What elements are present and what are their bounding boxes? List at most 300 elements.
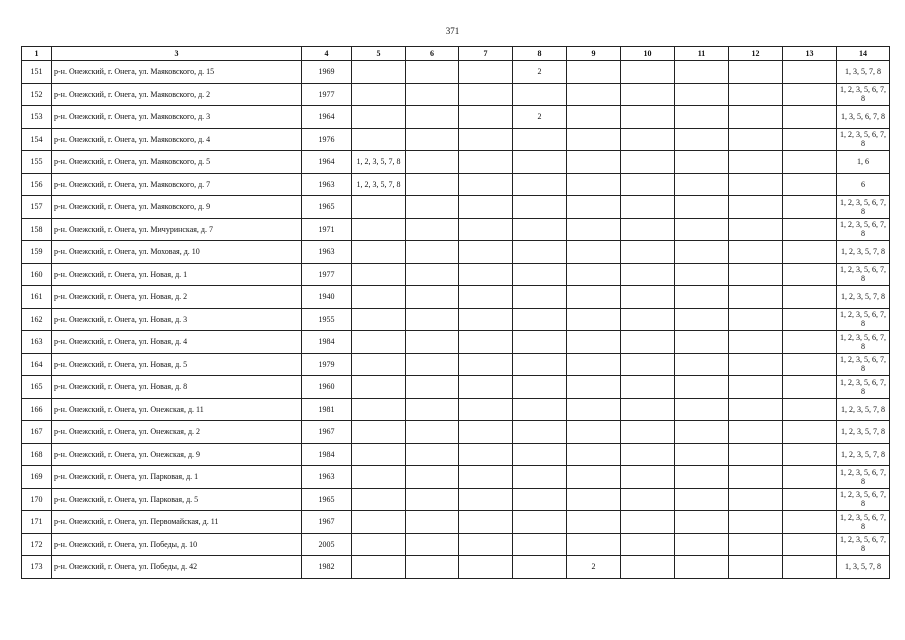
cell-col-12 bbox=[729, 353, 783, 376]
cell-col-12 bbox=[729, 61, 783, 84]
year-cell: 1963 bbox=[302, 173, 352, 196]
address-cell: р-н. Онежский, г. Онега, ул. Маяковского, д. 4 bbox=[52, 128, 302, 151]
table-row bbox=[22, 218, 890, 241]
cell-col-13 bbox=[783, 421, 837, 444]
address-cell: р-н. Онежский, г. Онега, ул. Первомайская, д. 11 bbox=[52, 511, 302, 534]
cell-col-13 bbox=[783, 151, 837, 174]
table-row bbox=[22, 196, 890, 219]
cell-col-10 bbox=[621, 398, 675, 421]
cell-col-9 bbox=[567, 308, 621, 331]
cell-col-7 bbox=[459, 533, 513, 556]
cell-col-11 bbox=[675, 556, 729, 579]
cell-col-10 bbox=[621, 106, 675, 129]
row-number: 173 bbox=[22, 556, 52, 579]
cell-col-5 bbox=[352, 286, 406, 309]
cell-col-7 bbox=[459, 196, 513, 219]
cell-col-8 bbox=[513, 421, 567, 444]
column-header: 4 bbox=[302, 47, 352, 61]
cell-col-11 bbox=[675, 511, 729, 534]
cell-col-7 bbox=[459, 511, 513, 534]
row-number: 152 bbox=[22, 83, 52, 106]
cell-col-7 bbox=[459, 376, 513, 399]
cell-col-12 bbox=[729, 151, 783, 174]
cell-col-5: 1, 2, 3, 5, 7, 8 bbox=[352, 151, 406, 174]
cell-col-12 bbox=[729, 443, 783, 466]
cell-col-12 bbox=[729, 263, 783, 286]
cell-col-11 bbox=[675, 353, 729, 376]
cell-col-7 bbox=[459, 421, 513, 444]
year-cell: 1984 bbox=[302, 331, 352, 354]
column-header: 11 bbox=[675, 47, 729, 61]
cell-col-6 bbox=[406, 533, 459, 556]
cell-col-5 bbox=[352, 511, 406, 534]
table-row bbox=[22, 376, 890, 399]
column-header: 14 bbox=[837, 47, 890, 61]
cell-col-5 bbox=[352, 61, 406, 84]
address-cell: р-н. Онежский, г. Онега, ул. Маяковского, д. 9 bbox=[52, 196, 302, 219]
year-cell: 1976 bbox=[302, 128, 352, 151]
cell-col-14: 6 bbox=[837, 173, 890, 196]
cell-col-14: 1, 2, 3, 5, 6, 7, 8 bbox=[837, 533, 890, 556]
column-header: 6 bbox=[406, 47, 459, 61]
year-cell: 1940 bbox=[302, 286, 352, 309]
year-cell: 1960 bbox=[302, 376, 352, 399]
address-cell: р-н. Онежский, г. Онега, ул. Онежская, д. 2 bbox=[52, 421, 302, 444]
cell-col-11 bbox=[675, 128, 729, 151]
cell-col-7 bbox=[459, 173, 513, 196]
row-number: 159 bbox=[22, 241, 52, 264]
cell-col-5 bbox=[352, 488, 406, 511]
cell-col-5 bbox=[352, 376, 406, 399]
cell-col-12 bbox=[729, 106, 783, 129]
cell-col-12 bbox=[729, 128, 783, 151]
table-row bbox=[22, 308, 890, 331]
cell-col-11 bbox=[675, 263, 729, 286]
row-number: 171 bbox=[22, 511, 52, 534]
cell-col-5 bbox=[352, 556, 406, 579]
cell-col-10 bbox=[621, 421, 675, 444]
address-cell: р-н. Онежский, г. Онега, ул. Моховая, д. 10 bbox=[52, 241, 302, 264]
cell-col-8 bbox=[513, 556, 567, 579]
table-row bbox=[22, 83, 890, 106]
year-cell: 1965 bbox=[302, 196, 352, 219]
cell-col-14: 1, 2, 3, 5, 6, 7, 8 bbox=[837, 128, 890, 151]
cell-col-9 bbox=[567, 61, 621, 84]
table-row bbox=[22, 173, 890, 196]
cell-col-11 bbox=[675, 286, 729, 309]
cell-col-10 bbox=[621, 443, 675, 466]
cell-col-10 bbox=[621, 263, 675, 286]
cell-col-8 bbox=[513, 308, 567, 331]
year-cell: 1955 bbox=[302, 308, 352, 331]
cell-col-5 bbox=[352, 398, 406, 421]
cell-col-14: 1, 3, 5, 7, 8 bbox=[837, 556, 890, 579]
address-cell: р-н. Онежский, г. Онега, ул. Маяковского, д. 3 bbox=[52, 106, 302, 129]
table-row bbox=[22, 488, 890, 511]
cell-col-7 bbox=[459, 556, 513, 579]
cell-col-9 bbox=[567, 151, 621, 174]
cell-col-11 bbox=[675, 331, 729, 354]
cell-col-5 bbox=[352, 421, 406, 444]
cell-col-9 bbox=[567, 331, 621, 354]
cell-col-9 bbox=[567, 128, 621, 151]
table-row bbox=[22, 151, 890, 174]
cell-col-13 bbox=[783, 196, 837, 219]
address-cell: р-н. Онежский, г. Онега, ул. Мичуринская, д. 7 bbox=[52, 218, 302, 241]
cell-col-12 bbox=[729, 308, 783, 331]
cell-col-14: 1, 2, 3, 5, 7, 8 bbox=[837, 398, 890, 421]
cell-col-13 bbox=[783, 556, 837, 579]
cell-col-6 bbox=[406, 241, 459, 264]
row-number: 167 bbox=[22, 421, 52, 444]
cell-col-14: 1, 2, 3, 5, 6, 7, 8 bbox=[837, 83, 890, 106]
cell-col-6 bbox=[406, 151, 459, 174]
address-cell: р-н. Онежский, г. Онега, ул. Новая, д. 3 bbox=[52, 308, 302, 331]
cell-col-14: 1, 2, 3, 5, 6, 7, 8 bbox=[837, 353, 890, 376]
cell-col-8 bbox=[513, 331, 567, 354]
address-cell: р-н. Онежский, г. Онега, ул. Новая, д. 1 bbox=[52, 263, 302, 286]
year-cell: 1964 bbox=[302, 106, 352, 129]
cell-col-9 bbox=[567, 353, 621, 376]
cell-col-8 bbox=[513, 263, 567, 286]
cell-col-12 bbox=[729, 488, 783, 511]
cell-col-5 bbox=[352, 106, 406, 129]
row-number: 166 bbox=[22, 398, 52, 421]
year-cell: 1963 bbox=[302, 466, 352, 489]
cell-col-11 bbox=[675, 196, 729, 219]
cell-col-8 bbox=[513, 196, 567, 219]
cell-col-9 bbox=[567, 263, 621, 286]
year-cell: 1967 bbox=[302, 421, 352, 444]
cell-col-12 bbox=[729, 421, 783, 444]
cell-col-9 bbox=[567, 421, 621, 444]
cell-col-14: 1, 2, 3, 5, 6, 7, 8 bbox=[837, 511, 890, 534]
cell-col-12 bbox=[729, 466, 783, 489]
cell-col-8 bbox=[513, 173, 567, 196]
row-number: 151 bbox=[22, 61, 52, 84]
cell-col-9 bbox=[567, 286, 621, 309]
cell-col-10 bbox=[621, 331, 675, 354]
table-row bbox=[22, 241, 890, 264]
cell-col-8 bbox=[513, 443, 567, 466]
table-row bbox=[22, 61, 890, 84]
cell-col-8 bbox=[513, 218, 567, 241]
cell-col-9: 2 bbox=[567, 556, 621, 579]
year-cell: 1964 bbox=[302, 151, 352, 174]
address-cell: р-н. Онежский, г. Онега, ул. Маяковского, д. 15 bbox=[52, 61, 302, 84]
cell-col-14: 1, 2, 3, 5, 7, 8 bbox=[837, 241, 890, 264]
cell-col-12 bbox=[729, 173, 783, 196]
row-number: 155 bbox=[22, 151, 52, 174]
cell-col-10 bbox=[621, 353, 675, 376]
cell-col-12 bbox=[729, 398, 783, 421]
cell-col-7 bbox=[459, 308, 513, 331]
cell-col-10 bbox=[621, 241, 675, 264]
cell-col-5: 1, 2, 3, 5, 7, 8 bbox=[352, 173, 406, 196]
cell-col-9 bbox=[567, 218, 621, 241]
address-cell: р-н. Онежский, г. Онега, ул. Новая, д. 4 bbox=[52, 331, 302, 354]
year-cell: 1967 bbox=[302, 511, 352, 534]
cell-col-6 bbox=[406, 353, 459, 376]
cell-col-10 bbox=[621, 511, 675, 534]
cell-col-6 bbox=[406, 196, 459, 219]
cell-col-13 bbox=[783, 218, 837, 241]
year-cell: 1969 bbox=[302, 61, 352, 84]
cell-col-9 bbox=[567, 398, 621, 421]
cell-col-13 bbox=[783, 466, 837, 489]
cell-col-6 bbox=[406, 308, 459, 331]
cell-col-13 bbox=[783, 308, 837, 331]
cell-col-13 bbox=[783, 443, 837, 466]
address-cell: р-н. Онежский, г. Онега, ул. Победы, д. 42 bbox=[52, 556, 302, 579]
cell-col-7 bbox=[459, 263, 513, 286]
cell-col-8 bbox=[513, 241, 567, 264]
cell-col-14: 1, 2, 3, 5, 7, 8 bbox=[837, 421, 890, 444]
cell-col-6 bbox=[406, 263, 459, 286]
cell-col-6 bbox=[406, 398, 459, 421]
table-row bbox=[22, 466, 890, 489]
table-row bbox=[22, 421, 890, 444]
row-number: 153 bbox=[22, 106, 52, 129]
cell-col-5 bbox=[352, 128, 406, 151]
cell-col-14: 1, 6 bbox=[837, 151, 890, 174]
address-cell: р-н. Онежский, г. Онега, ул. Онежская, д. 11 bbox=[52, 398, 302, 421]
cell-col-9 bbox=[567, 241, 621, 264]
row-number: 154 bbox=[22, 128, 52, 151]
cell-col-7 bbox=[459, 83, 513, 106]
cell-col-11 bbox=[675, 241, 729, 264]
cell-col-10 bbox=[621, 466, 675, 489]
address-cell: р-н. Онежский, г. Онега, ул. Маяковского, д. 2 bbox=[52, 83, 302, 106]
cell-col-10 bbox=[621, 533, 675, 556]
year-cell: 1971 bbox=[302, 218, 352, 241]
address-cell: р-н. Онежский, г. Онега, ул. Парковая, д. 5 bbox=[52, 488, 302, 511]
cell-col-13 bbox=[783, 376, 837, 399]
year-cell: 1982 bbox=[302, 556, 352, 579]
cell-col-9 bbox=[567, 173, 621, 196]
cell-col-8 bbox=[513, 286, 567, 309]
cell-col-10 bbox=[621, 151, 675, 174]
cell-col-5 bbox=[352, 83, 406, 106]
cell-col-5 bbox=[352, 308, 406, 331]
cell-col-13 bbox=[783, 263, 837, 286]
cell-col-11 bbox=[675, 106, 729, 129]
column-header: 3 bbox=[52, 47, 302, 61]
cell-col-13 bbox=[783, 488, 837, 511]
cell-col-10 bbox=[621, 556, 675, 579]
cell-col-13 bbox=[783, 106, 837, 129]
cell-col-13 bbox=[783, 61, 837, 84]
cell-col-6 bbox=[406, 173, 459, 196]
address-cell: р-н. Онежский, г. Онега, ул. Новая, д. 8 bbox=[52, 376, 302, 399]
row-number: 161 bbox=[22, 286, 52, 309]
cell-col-12 bbox=[729, 218, 783, 241]
table-row bbox=[22, 533, 890, 556]
cell-col-8 bbox=[513, 128, 567, 151]
cell-col-6 bbox=[406, 556, 459, 579]
cell-col-10 bbox=[621, 488, 675, 511]
table-row bbox=[22, 556, 890, 579]
cell-col-13 bbox=[783, 83, 837, 106]
cell-col-11 bbox=[675, 398, 729, 421]
cell-col-6 bbox=[406, 376, 459, 399]
address-cell: р-н. Онежский, г. Онега, ул. Парковая, д. 1 bbox=[52, 466, 302, 489]
row-number: 163 bbox=[22, 331, 52, 354]
cell-col-10 bbox=[621, 128, 675, 151]
table-header-row bbox=[22, 47, 890, 61]
row-number: 162 bbox=[22, 308, 52, 331]
cell-col-6 bbox=[406, 466, 459, 489]
cell-col-9 bbox=[567, 106, 621, 129]
cell-col-13 bbox=[783, 353, 837, 376]
cell-col-13 bbox=[783, 173, 837, 196]
cell-col-11 bbox=[675, 61, 729, 84]
address-cell: р-н. Онежский, г. Онега, ул. Новая, д. 5 bbox=[52, 353, 302, 376]
address-cell: р-н. Онежский, г. Онега, ул. Победы, д. 10 bbox=[52, 533, 302, 556]
row-number: 170 bbox=[22, 488, 52, 511]
cell-col-14: 1, 2, 3, 5, 6, 7, 8 bbox=[837, 466, 890, 489]
cell-col-13 bbox=[783, 241, 837, 264]
cell-col-5 bbox=[352, 353, 406, 376]
cell-col-7 bbox=[459, 106, 513, 129]
cell-col-9 bbox=[567, 466, 621, 489]
cell-col-7 bbox=[459, 466, 513, 489]
cell-col-9 bbox=[567, 196, 621, 219]
cell-col-10 bbox=[621, 308, 675, 331]
address-cell: р-н. Онежский, г. Онега, ул. Онежская, д. 9 bbox=[52, 443, 302, 466]
table-row bbox=[22, 511, 890, 534]
table-row bbox=[22, 443, 890, 466]
column-header: 13 bbox=[783, 47, 837, 61]
cell-col-7 bbox=[459, 218, 513, 241]
table-row bbox=[22, 286, 890, 309]
cell-col-8 bbox=[513, 511, 567, 534]
cell-col-8: 2 bbox=[513, 106, 567, 129]
cell-col-12 bbox=[729, 511, 783, 534]
cell-col-7 bbox=[459, 488, 513, 511]
cell-col-6 bbox=[406, 61, 459, 84]
cell-col-12 bbox=[729, 556, 783, 579]
cell-col-14: 1, 2, 3, 5, 6, 7, 8 bbox=[837, 376, 890, 399]
row-number: 157 bbox=[22, 196, 52, 219]
cell-col-5 bbox=[352, 263, 406, 286]
cell-col-8 bbox=[513, 398, 567, 421]
cell-col-9 bbox=[567, 533, 621, 556]
cell-col-11 bbox=[675, 376, 729, 399]
year-cell: 1977 bbox=[302, 83, 352, 106]
row-number: 172 bbox=[22, 533, 52, 556]
cell-col-10 bbox=[621, 61, 675, 84]
cell-col-10 bbox=[621, 286, 675, 309]
row-number: 158 bbox=[22, 218, 52, 241]
year-cell: 1979 bbox=[302, 353, 352, 376]
cell-col-7 bbox=[459, 61, 513, 84]
column-header: 12 bbox=[729, 47, 783, 61]
cell-col-8 bbox=[513, 466, 567, 489]
cell-col-6 bbox=[406, 331, 459, 354]
row-number: 160 bbox=[22, 263, 52, 286]
cell-col-7 bbox=[459, 331, 513, 354]
cell-col-5 bbox=[352, 533, 406, 556]
cell-col-11 bbox=[675, 466, 729, 489]
cell-col-9 bbox=[567, 443, 621, 466]
address-cell: р-н. Онежский, г. Онега, ул. Маяковского, д. 7 bbox=[52, 173, 302, 196]
address-cell: р-н. Онежский, г. Онега, ул. Маяковского, д. 5 bbox=[52, 151, 302, 174]
cell-col-6 bbox=[406, 83, 459, 106]
cell-col-14: 1, 3, 5, 7, 8 bbox=[837, 61, 890, 84]
cell-col-5 bbox=[352, 218, 406, 241]
cell-col-7 bbox=[459, 151, 513, 174]
cell-col-14: 1, 2, 3, 5, 6, 7, 8 bbox=[837, 308, 890, 331]
cell-col-12 bbox=[729, 196, 783, 219]
year-cell: 1977 bbox=[302, 263, 352, 286]
address-cell: р-н. Онежский, г. Онега, ул. Новая, д. 2 bbox=[52, 286, 302, 309]
table-row bbox=[22, 263, 890, 286]
cell-col-12 bbox=[729, 241, 783, 264]
cell-col-6 bbox=[406, 443, 459, 466]
cell-col-12 bbox=[729, 83, 783, 106]
cell-col-13 bbox=[783, 128, 837, 151]
cell-col-14: 1, 2, 3, 5, 6, 7, 8 bbox=[837, 196, 890, 219]
year-cell: 1965 bbox=[302, 488, 352, 511]
cell-col-14: 1, 2, 3, 5, 7, 8 bbox=[837, 443, 890, 466]
column-header: 7 bbox=[459, 47, 513, 61]
cell-col-6 bbox=[406, 511, 459, 534]
cell-col-10 bbox=[621, 196, 675, 219]
cell-col-10 bbox=[621, 218, 675, 241]
year-cell: 2005 bbox=[302, 533, 352, 556]
cell-col-7 bbox=[459, 443, 513, 466]
row-number: 169 bbox=[22, 466, 52, 489]
cell-col-6 bbox=[406, 286, 459, 309]
table-row bbox=[22, 398, 890, 421]
year-cell: 1963 bbox=[302, 241, 352, 264]
table-row bbox=[22, 331, 890, 354]
cell-col-5 bbox=[352, 241, 406, 264]
cell-col-10 bbox=[621, 83, 675, 106]
cell-col-13 bbox=[783, 511, 837, 534]
cell-col-11 bbox=[675, 218, 729, 241]
cell-col-8 bbox=[513, 488, 567, 511]
cell-col-12 bbox=[729, 376, 783, 399]
data-table bbox=[21, 46, 890, 579]
cell-col-14: 1, 2, 3, 5, 7, 8 bbox=[837, 286, 890, 309]
cell-col-8 bbox=[513, 376, 567, 399]
cell-col-13 bbox=[783, 398, 837, 421]
page-number: 371 bbox=[445, 26, 460, 36]
column-header: 10 bbox=[621, 47, 675, 61]
column-header: 9 bbox=[567, 47, 621, 61]
cell-col-11 bbox=[675, 151, 729, 174]
cell-col-12 bbox=[729, 533, 783, 556]
cell-col-6 bbox=[406, 106, 459, 129]
cell-col-14: 1, 2, 3, 5, 6, 7, 8 bbox=[837, 263, 890, 286]
year-cell: 1984 bbox=[302, 443, 352, 466]
cell-col-8 bbox=[513, 533, 567, 556]
cell-col-11 bbox=[675, 488, 729, 511]
cell-col-9 bbox=[567, 376, 621, 399]
cell-col-7 bbox=[459, 241, 513, 264]
cell-col-5 bbox=[352, 196, 406, 219]
column-header: 5 bbox=[352, 47, 406, 61]
cell-col-13 bbox=[783, 331, 837, 354]
cell-col-9 bbox=[567, 511, 621, 534]
table-row bbox=[22, 106, 890, 129]
cell-col-13 bbox=[783, 286, 837, 309]
cell-col-7 bbox=[459, 353, 513, 376]
cell-col-7 bbox=[459, 286, 513, 309]
table-row bbox=[22, 128, 890, 151]
